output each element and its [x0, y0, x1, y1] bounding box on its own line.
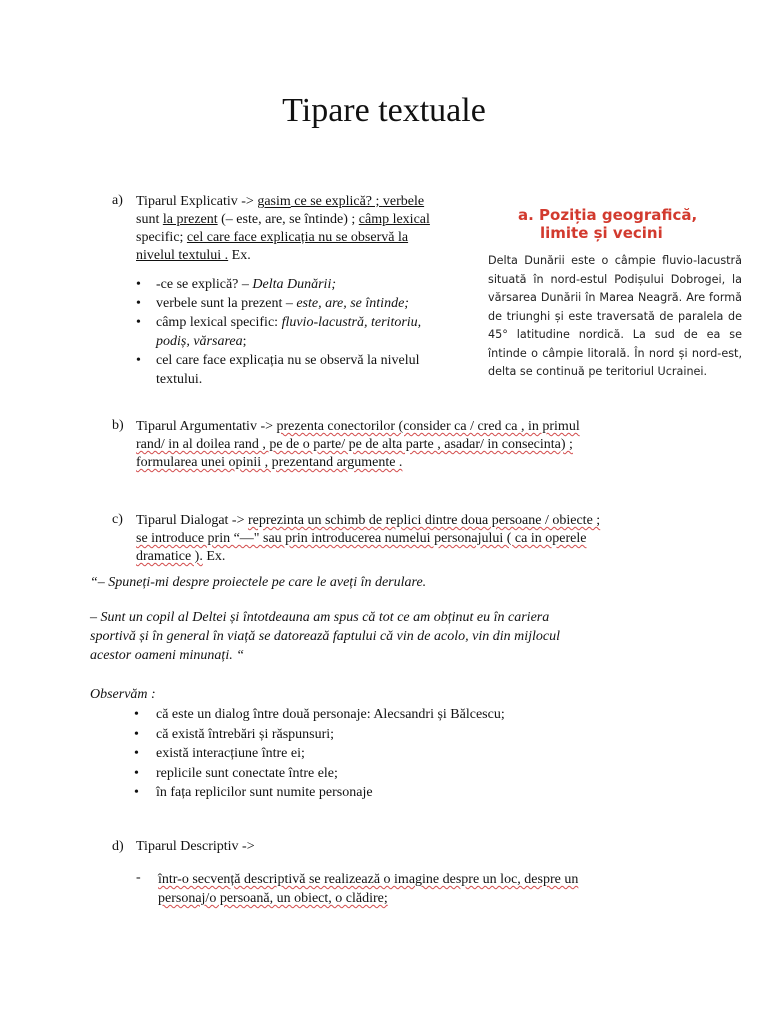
list-item-continuation: textului. [156, 372, 203, 387]
section-b-paragraph: Tiparul Argumentativ -> prezenta conectorilor (consider ca / cred ca , in primul rand/ in al doilea rand , pe de o parte/ pe de alta parte , asadar/ in consecinta) ; formularea unei opinii , prezentand argumente . [136, 419, 580, 470]
bullet-icon: • [134, 707, 139, 722]
dash-marker: - [136, 870, 141, 885]
excerpt-heading-line2: limite și vecini [540, 224, 663, 242]
section-a-bullet-list [136, 276, 486, 390]
list-item: • verbele sunt la prezent – este, are, se întinde; [136, 295, 486, 314]
section-c-paragraph: Tiparul Dialogat -> reprezinta un schimb de replici dintre doua persoane / obiecte ; se introduce prin “—" sau prin introducerea numelui personajului ( ca in operele dramatice ). Ex. [136, 513, 601, 564]
section-b-label: b) [112, 418, 124, 433]
list-item: • replicile sunt conectate între ele; [134, 764, 694, 784]
bullet-icon: • [134, 765, 139, 781]
list-item: • cel care face explicația nu se observă la nivelul [136, 352, 486, 371]
observam-label: Observăm : [90, 687, 156, 702]
bullet-icon: • [134, 785, 139, 800]
bullet-icon: • [136, 296, 141, 311]
list-item: • că este un dialog între două personaje: Alecsandri și Bălcescu; [134, 705, 694, 725]
document-title: Tipare textuale [282, 92, 486, 129]
bullet-icon: • [136, 277, 141, 292]
list-item: • există interacțiune între ei; [134, 744, 694, 764]
section-d-label: d) [112, 839, 124, 854]
bullet-icon: • [136, 353, 141, 368]
list-item: • -ce se explică? – Delta Dunării; [136, 276, 486, 295]
excerpt-heading-line1: a. Poziția geografică, [518, 206, 698, 224]
list-item: • că există întrebări și răspunsuri; [134, 725, 694, 745]
list-item: • câmp lexical specific: fluvio-lacustră, teritoriu, [136, 314, 486, 333]
bullet-icon: • [136, 315, 141, 330]
dialogue-answer: – Sunt un copil al Deltei și întotdeauna am spus că tot ce am obținut eu în cariera sportivă și în general în viață se datorează faptului că vin de acolo, vin din mijlocul acestor oameni minunați. “ [90, 610, 560, 663]
observam-list [134, 705, 694, 803]
section-a-paragraph: Tiparul Explicativ -> gasim ce se explică? ; verbele sunt la prezent (– este, are, se întinde) ; câmp lexical specific; cel care face explicația nu se observă la nivelul textului . Ex. [136, 194, 430, 263]
excerpt-body: Delta Dunării este o câmpie fluvio-lacustră situată în nord-estul Podișului Dobrogei, la vărsarea Dunării în Marea Neagră. Are formă de triunghi și este traversată de paralela de 45° latitudine nordică. La sud de ea se întinde o câmpie litorală. În nord și nord-est, delta se continuă pe teritoriul Ucrainei. [488, 254, 742, 378]
section-a-label: a) [112, 193, 123, 208]
bullet-icon: • [134, 726, 139, 742]
list-item-continuation: podiș, vărsarea; [156, 334, 247, 349]
section-d-title: Tiparul Descriptiv -> [136, 839, 255, 854]
section-d-paragraph: într-o secvență descriptivă se realizează o imagine despre un loc, despre un personaj/o persoană, un obiect, o clădire; [158, 872, 579, 906]
dialogue-question: “– Spuneți-mi despre proiectele pe care le aveți în derulare. [90, 575, 427, 590]
list-item: • în fața replicilor sunt numite personaje [134, 783, 694, 803]
textbook-excerpt [488, 206, 742, 382]
bullet-icon: • [134, 746, 139, 761]
section-c-label: c) [112, 512, 123, 527]
